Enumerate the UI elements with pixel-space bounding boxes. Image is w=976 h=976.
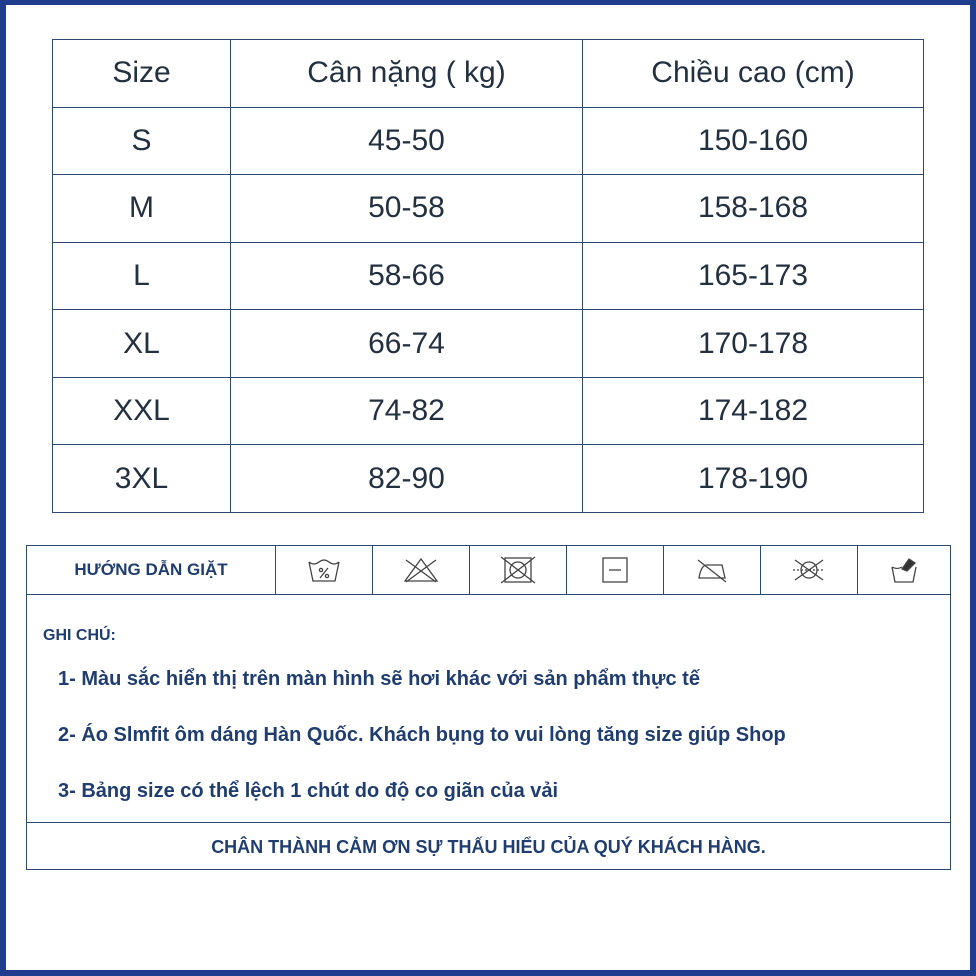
note-item: 3- Bảng size có thể lệch 1 chút do độ co giãn của vải xyxy=(58,780,559,802)
cell-height: 174-182 xyxy=(583,377,924,445)
care-instructions-row xyxy=(27,546,950,595)
cell-size: M xyxy=(53,175,231,243)
cell-size: 3XL xyxy=(53,445,231,513)
header-size: Size xyxy=(53,40,231,108)
notes-title: GHI CHÚ: xyxy=(43,627,116,644)
size-chart-table xyxy=(52,39,924,513)
table-row xyxy=(53,377,924,445)
no-bleach-icon xyxy=(373,546,470,594)
table-header-row xyxy=(53,40,924,108)
cell-size: XXL xyxy=(53,377,231,445)
no-dry-clean-icon xyxy=(761,546,858,594)
wash-30-icon xyxy=(276,546,373,594)
table-row xyxy=(53,310,924,378)
header-weight: Cân nặng ( kg) xyxy=(231,40,583,108)
cell-weight: 82-90 xyxy=(231,445,583,513)
cell-size: XL xyxy=(53,310,231,378)
cell-weight: 74-82 xyxy=(231,377,583,445)
thanks-message xyxy=(27,822,950,871)
header-height: Chiều cao (cm) xyxy=(583,40,924,108)
cell-size: S xyxy=(53,107,231,175)
no-tumble-dry-icon xyxy=(470,546,567,594)
cell-weight: 50-58 xyxy=(231,175,583,243)
cell-height: 178-190 xyxy=(583,445,924,513)
note-item: 1- Màu sắc hiển thị trên màn hình sẽ hơi khác với sản phẩm thực tế xyxy=(58,668,700,690)
iron-low-icon xyxy=(664,546,761,594)
care-title: HƯỚNG DẪN GIẶT xyxy=(27,546,276,594)
cell-height: 158-168 xyxy=(583,175,924,243)
cell-weight: 66-74 xyxy=(231,310,583,378)
table-row xyxy=(53,175,924,243)
table-row xyxy=(53,107,924,175)
cell-weight: 45-50 xyxy=(231,107,583,175)
note-item: 2- Áo Slmfit ôm dáng Hàn Quốc. Khách bụng to vui lòng tăng size giúp Shop xyxy=(58,724,786,746)
thanks-text: CHÂN THÀNH CẢM ƠN SỰ THẤU HIỂU CỦA QUÝ KHÁCH HÀNG. xyxy=(211,836,766,857)
cell-height: 165-173 xyxy=(583,242,924,310)
cell-height: 170-178 xyxy=(583,310,924,378)
cell-height: 150-160 xyxy=(583,107,924,175)
dry-flat-icon xyxy=(567,546,664,594)
cell-size: L xyxy=(53,242,231,310)
table-row xyxy=(53,445,924,513)
table-row xyxy=(53,242,924,310)
care-notes-box xyxy=(26,545,951,870)
hand-wash-icon xyxy=(858,546,950,594)
cell-weight: 58-66 xyxy=(231,242,583,310)
